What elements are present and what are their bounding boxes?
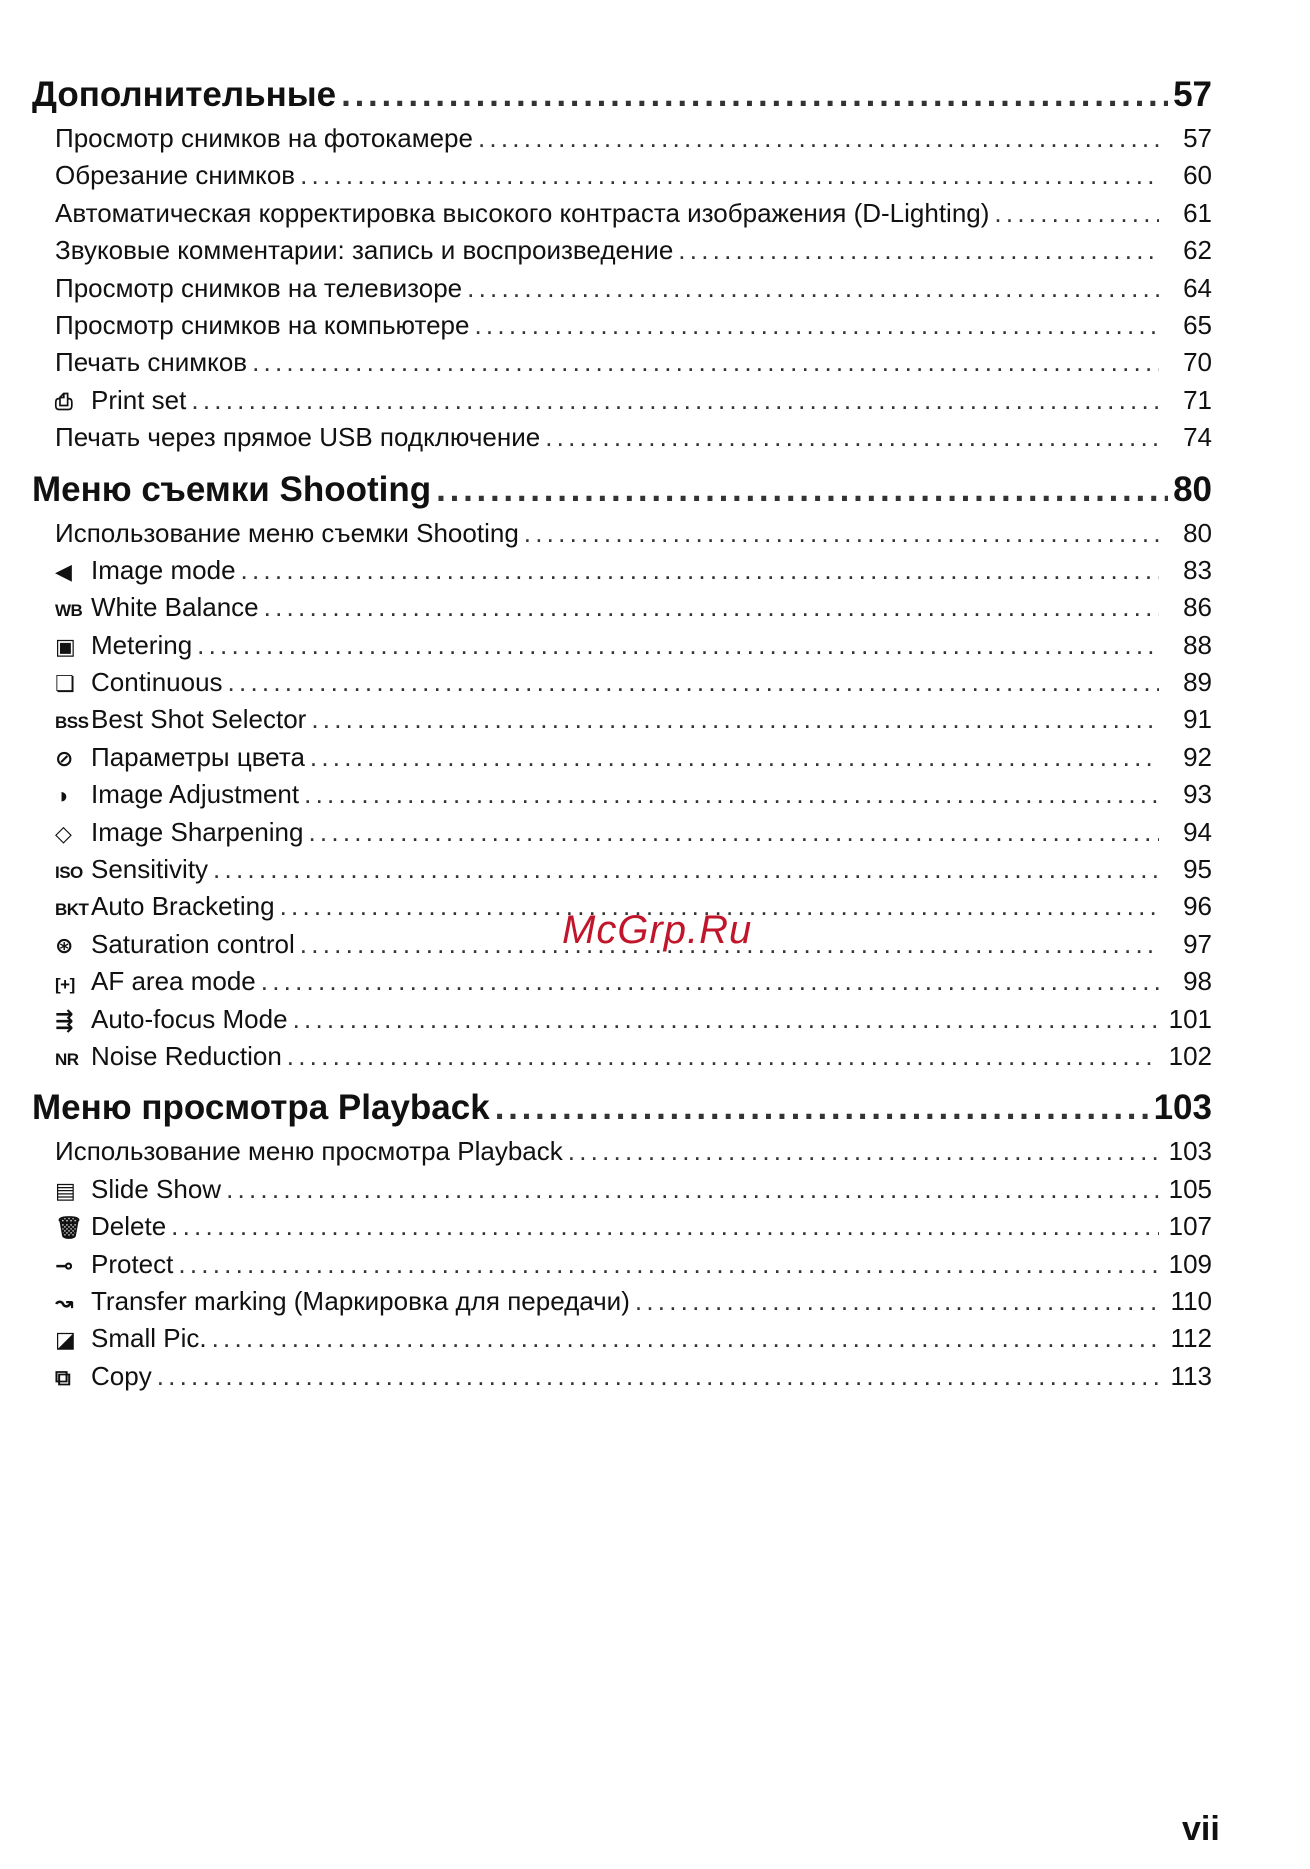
dot-leader [228,664,1159,701]
entry-label [55,589,259,629]
entry-text: Автоматическая корректировка высокого контраста изображения (D-Lighting) [55,197,990,228]
entry-text: Печать снимков [55,347,248,378]
entry-page: 112 [1170,1323,1212,1354]
toc-entry[interactable] [32,1283,1212,1320]
color-options-icon: ⊘ [55,745,74,771]
toc-entry[interactable] [32,701,1212,738]
entry-page: 70 [1183,347,1212,378]
protect-icon: ⊸ [55,1252,74,1278]
copy-icon: ⧉ [55,1364,71,1390]
entry-label [55,382,186,420]
entry-text: Copy [91,1360,152,1391]
section-page: 103 [1153,1088,1212,1128]
entry-label [55,419,540,456]
print-set-icon: ⎙ [55,388,73,414]
section-page: 80 [1173,469,1212,509]
dot-leader [467,270,1159,307]
toc-section [32,465,1212,1076]
entry-label [55,701,306,741]
entry-page: 96 [1183,891,1212,922]
toc-entry[interactable] [32,963,1212,1000]
entry-label [55,664,223,702]
entry-text: Параметры цвета [91,741,305,772]
dot-leader [635,1283,1159,1320]
af-area-icon: [+] [55,975,75,995]
entry-text: Image Sharpening [91,816,304,847]
toc-entry[interactable] [32,195,1212,232]
entry-label [55,627,192,665]
entry-label [55,195,989,232]
metering-icon: ▣ [55,633,76,659]
entry-page: 62 [1183,235,1212,266]
entry-page: 91 [1183,704,1212,735]
entry-text: Saturation control [91,928,295,959]
entry-page: 83 [1183,554,1212,585]
section-title: Меню съемки Shooting [32,469,432,509]
entry-page: 60 [1183,160,1212,191]
toc-entry[interactable] [32,851,1212,888]
dot-leader [495,1083,1149,1133]
entry-text: Использование меню съемки Shooting [55,517,519,548]
dot-leader [241,552,1159,589]
autofocus-mode-icon: ⇶ [55,1007,74,1033]
entry-text: Continuous [91,667,223,698]
dot-leader [308,814,1159,851]
entry-page: 94 [1183,816,1212,847]
toc-entry[interactable] [32,1208,1212,1245]
entry-page: 98 [1183,966,1212,997]
dot-leader [213,851,1159,888]
bkt-icon: BKT [55,900,89,920]
delete-icon: 🗑 [55,1215,83,1241]
dot-leader [293,1001,1159,1038]
entry-text: Image mode [91,554,236,585]
entry-label [55,851,208,891]
entry-page: 102 [1168,1040,1212,1071]
entry-page: 101 [1168,1003,1212,1034]
watermark: McGrp.Ru [562,908,753,952]
entry-page: 95 [1183,854,1212,885]
toc-entry[interactable] [32,1171,1212,1208]
dot-leader [311,701,1159,738]
dot-leader [545,419,1159,456]
toc-entry[interactable] [32,664,1212,701]
entry-label [55,926,295,964]
entry-label [55,1283,630,1321]
entry-label [55,552,236,590]
entry-page: 103 [1168,1136,1212,1167]
entry-text: Image Adjustment [91,779,300,810]
toc-entry[interactable] [32,739,1212,776]
dot-leader [264,589,1159,626]
entry-text: Best Shot Selector [91,704,307,735]
section-heading[interactable] [32,465,1212,515]
entry-text: Auto Bracketing [91,891,275,922]
section-heading[interactable] [32,1083,1212,1133]
entry-page: 80 [1183,517,1212,548]
entry-label [55,1038,282,1078]
entry-label [55,515,519,552]
entry-text: Small Pic. [91,1323,207,1354]
toc-section [32,1083,1212,1395]
dot-leader [994,195,1159,232]
saturation-icon: ⊛ [55,932,74,958]
entry-label [55,888,275,928]
entry-label [55,1171,221,1209]
entry-page: 64 [1183,272,1212,303]
entry-label [55,739,305,777]
entry-label [55,1001,288,1039]
entry-text: AF area mode [91,966,256,997]
entry-label [55,814,303,852]
small-pic-icon: ◪ [55,1327,76,1353]
slide-show-icon: ▤ [55,1177,76,1203]
entry-text: Просмотр снимков на телевизоре [55,272,463,303]
toc-entry[interactable] [32,344,1212,381]
entry-text: Использование меню просмотра Playback [55,1136,563,1167]
entry-label [55,232,673,269]
toc-entry[interactable] [32,776,1212,813]
entry-page: 89 [1183,667,1212,698]
entry-page: 65 [1183,309,1212,340]
entry-page: 110 [1170,1285,1212,1316]
noise-reduction-icon: NR [55,1049,79,1069]
entry-text: White Balance [91,592,259,623]
dot-leader [474,307,1159,344]
dot-leader [568,1133,1159,1170]
entry-page: 71 [1183,384,1212,415]
entry-page: 61 [1183,197,1212,228]
toc-entry[interactable] [32,589,1212,626]
transfer-icon: ↝ [55,1289,74,1315]
entry-page: 109 [1168,1248,1212,1279]
dot-leader [678,232,1159,269]
entry-page: 86 [1183,592,1212,623]
entry-text: Slide Show [91,1173,222,1204]
entry-text: Print set [91,384,187,415]
toc-entry[interactable] [32,814,1212,851]
entry-page: 93 [1183,779,1212,810]
dot-leader [261,963,1159,1000]
table-of-contents [32,70,1212,1403]
toc-entry[interactable] [32,1320,1212,1357]
entry-label [55,1208,166,1246]
dot-leader [178,1246,1159,1283]
dot-leader [300,157,1159,194]
dot-leader [341,70,1168,120]
toc-entry[interactable] [32,419,1212,456]
entry-text: Просмотр снимков на компьютере [55,309,470,340]
dot-leader [212,1320,1159,1357]
entry-text: Transfer marking (Маркировка для передачи) [91,1285,630,1316]
image-adjustment-icon: ◑ [55,783,69,809]
entry-label [55,307,469,344]
entry-label [55,120,473,157]
image-sharpening-icon: ◇ [55,820,72,846]
toc-entry[interactable] [32,1001,1212,1038]
entry-text: Печать через прямое USB подключение [55,422,541,453]
continuous-icon: ❏ [55,671,75,697]
page-number: vii [1182,1810,1220,1848]
image-mode-icon: ◀ [55,558,72,584]
entry-page: 97 [1183,928,1212,959]
entry-text: Delete [91,1211,167,1242]
entry-label [55,270,462,307]
section-heading[interactable] [32,70,1212,120]
toc-entry[interactable] [32,382,1212,419]
entry-label [55,1246,173,1284]
toc-entry[interactable] [32,232,1212,269]
toc-entry[interactable] [32,1133,1212,1170]
dot-leader [287,1038,1159,1075]
iso-icon: ISO [55,863,83,883]
entry-text: Просмотр снимков на фотокамере [55,123,473,153]
section-title: Меню просмотра Playback [32,1088,490,1128]
toc-entry[interactable] [32,1358,1212,1395]
bss-icon: BSS [55,713,89,733]
entry-page: 92 [1183,741,1212,772]
white-balance-icon: WB [55,601,83,621]
section-title: Дополнительные [32,75,337,114]
entry-text: Noise Reduction [91,1040,282,1071]
entry-page: 74 [1183,422,1212,453]
dot-leader [304,776,1159,813]
section-page: 57 [1173,75,1212,114]
entry-label [55,157,295,194]
entry-page: 88 [1183,629,1212,660]
dot-leader [197,627,1159,664]
dot-leader [310,739,1159,776]
toc-entry[interactable] [32,627,1212,664]
entry-text: Metering [91,629,193,660]
entry-text: Auto-focus Mode [91,1003,288,1034]
toc-entry[interactable] [32,1246,1212,1283]
dot-leader [226,1171,1159,1208]
toc-entry[interactable] [32,307,1212,344]
toc-entry[interactable] [32,552,1212,589]
entry-text: Protect [91,1248,174,1279]
entry-label [55,344,247,381]
dot-leader [436,465,1168,515]
dot-leader [157,1358,1159,1395]
entry-label [55,1320,207,1358]
entry-label [55,1133,563,1170]
entry-label [55,963,256,1003]
entry-page: 105 [1168,1173,1212,1204]
entry-text: Обрезание снимков [55,160,296,191]
toc-entry[interactable] [32,1038,1212,1075]
entry-label [55,1358,152,1396]
dot-leader [524,515,1159,552]
dot-leader [252,344,1159,381]
entry-page: 107 [1168,1211,1212,1242]
entry-text: Звуковые комментарии: запись и воспроизведение [55,235,674,266]
toc-entry[interactable] [32,157,1212,194]
toc-section [32,70,1212,457]
dot-leader [171,1208,1159,1245]
dot-leader [191,382,1159,419]
entry-text: Sensitivity [91,854,209,885]
entry-page: 57 [1183,123,1212,153]
toc-entry[interactable] [32,120,1212,157]
entry-page: 113 [1170,1360,1212,1391]
toc-entry[interactable] [32,515,1212,552]
dot-leader [478,120,1159,157]
toc-entry[interactable] [32,270,1212,307]
entry-label [55,776,299,814]
